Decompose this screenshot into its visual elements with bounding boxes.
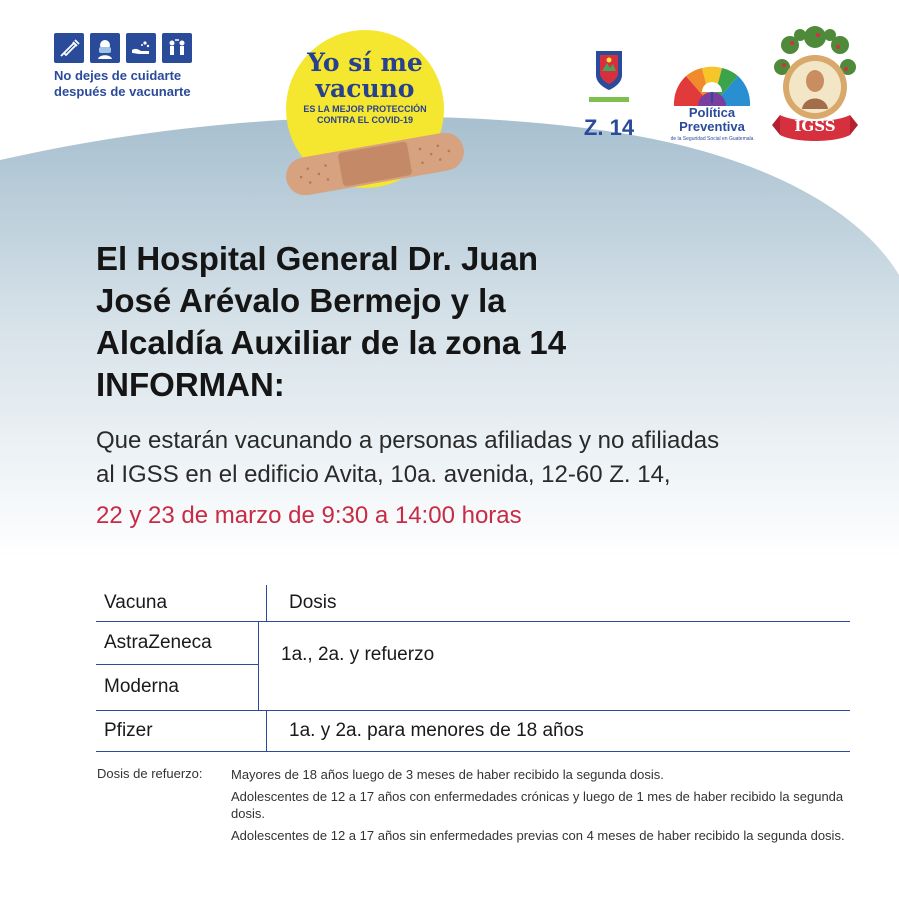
igss-label: IGSS xyxy=(794,117,836,135)
politica-line-2: Preventiva xyxy=(679,119,745,134)
badge-title xyxy=(286,50,444,102)
bandage-icon xyxy=(280,133,470,195)
booster-note: Mayores de 18 años luego de 3 meses de haber recibido la segunda dosis. xyxy=(231,767,664,782)
umbrella-icon xyxy=(662,48,762,108)
dose-pfizer: 1a. y 2a. para menores de 18 años xyxy=(266,711,850,751)
vaccine-pfizer: Pfizer xyxy=(104,720,153,741)
header-dosis: Dosis xyxy=(266,585,850,621)
badge-sub-line-1: ES LA MEJOR PROTECCIÓN xyxy=(303,104,427,114)
care-message xyxy=(54,68,191,100)
vaccine-cell-group xyxy=(96,622,258,710)
politica-text xyxy=(662,106,762,134)
handwash-icon xyxy=(126,33,156,63)
vaccine-moderna: Moderna xyxy=(104,676,179,697)
zone-14-logo xyxy=(574,45,644,145)
table-row-shared xyxy=(96,622,850,711)
vaccine-badge xyxy=(280,30,470,195)
vaccination-dates: 22 y 23 de marzo de 9:30 a 14:00 horas xyxy=(96,502,522,529)
distance-icon xyxy=(162,33,192,63)
badge-sub-line-2: CONTRA EL COVID-19 xyxy=(316,115,413,125)
vaccine-table xyxy=(96,585,850,752)
headline-line-4: INFORMAN: xyxy=(96,366,285,403)
booster-note: Adolescentes de 12 a 17 años sin enfermedades previas con 4 meses de haber recibido la segunda dosis. xyxy=(231,828,845,843)
dose-shared: 1a., 2a. y refuerzo xyxy=(258,622,850,710)
badge-title-line-2: vacuno xyxy=(315,74,415,103)
intro-line-1: Que estarán vacunando a personas afiliadas y no afiliadas xyxy=(96,427,720,454)
care-line-1: No dejes de cuidarte xyxy=(54,68,182,83)
zone-label: Z. 14 xyxy=(583,115,635,140)
booster-notes xyxy=(231,766,871,849)
intro-line-2: al IGSS en el edificio Avita, 10a. avenida, 12-60 Z. 14, xyxy=(96,461,671,488)
care-line-2: después de vacunarte xyxy=(54,84,191,99)
care-icons-row xyxy=(54,33,192,63)
mask-icon xyxy=(90,33,120,63)
syringe-icon xyxy=(54,33,84,63)
badge-subtitle xyxy=(286,104,444,126)
headline-line-1: El Hospital General Dr. Juan xyxy=(96,240,538,277)
politica-small-text: de la Seguridad Social en Guatemala xyxy=(670,136,754,142)
z14-shield-icon xyxy=(574,45,644,107)
politica-line-1: Política xyxy=(688,105,736,120)
header-vacuna: Vacuna xyxy=(104,592,168,613)
vaccine-astrazeneca: AstraZeneca xyxy=(96,622,258,665)
booster-label: Dosis de refuerzo: xyxy=(97,766,203,781)
table-header-row xyxy=(96,585,850,622)
badge-title-line-1: Yo sí me xyxy=(307,48,423,77)
igss-logo xyxy=(770,25,860,145)
booster-note: Adolescentes de 12 a 17 años con enfermedades crónicas y luego de 1 mes de haber recibido la segunda dosis. xyxy=(231,789,844,821)
headline-line-2: José Arévalo Bermejo y la xyxy=(96,282,506,319)
politica-preventiva-logo xyxy=(662,48,762,148)
intro-text xyxy=(96,424,876,492)
headline xyxy=(96,238,716,406)
table-row-pfizer xyxy=(96,711,850,752)
headline-line-3: Alcaldía Auxiliar de la zona 14 xyxy=(96,324,567,361)
